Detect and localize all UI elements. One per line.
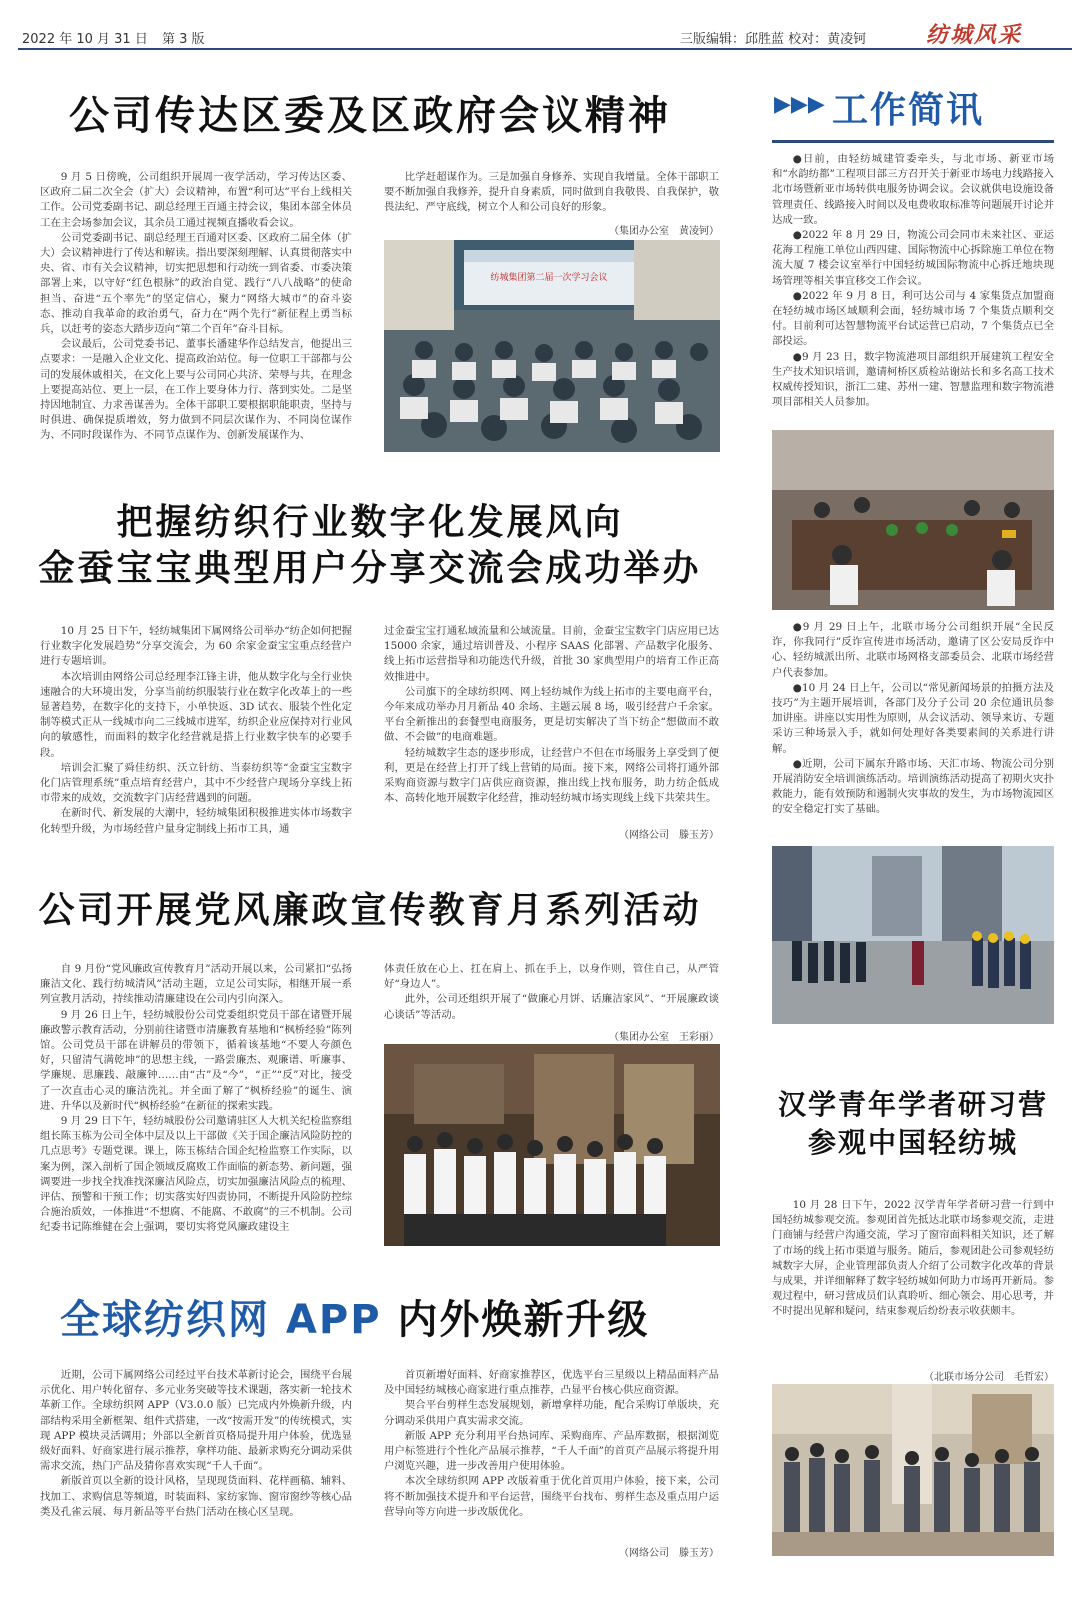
article4-byline: （网络公司 滕玉芳） (619, 1548, 719, 1559)
paragraph: 10 月 25 日下午，轻纺城集团下属网络公司举办“纺企如何把握行业数字化发展趋势”分享交流会，为 60 余家金蚕宝宝重点经营户进行专题培训。 (40, 625, 352, 668)
brief-item: ●近期，公司下属东升路市场、天汇市场、物流公司分别开展消防安全培训演练活动。培训演练活动提高了初期火灾扑救能力，能有效预防和遏制火灾事故的发生，为市场物流园区的安全稳定打实了基础。 (772, 757, 1054, 816)
title-rest: 内外焕新升级 (397, 1297, 650, 1343)
training-photo (772, 430, 1054, 610)
paragraph: 9 月 26 日上午，轻纺城股份公司党委组织党员干部在诸暨开展廉政警示教育活动，分别前往诸暨市清廉教育基地和“枫桥经验”陈列馆。公司党员干部在讲解员的带领下，循着该基地“不要人夸颜色好，只留清气满乾坤”的思想主线，一路尝廉杰、观廉谱、听廉事、学廉规、思廉践、敲廉钟……由“古”及“今”，“正”“反”对比，接受了一次直击心灵的廉洁洗礼。并全面了解了“枫桥经验”的诞生、演进、升华以及新时代“枫桥经验”在新征的探索实践。 (40, 1008, 352, 1112)
sidebar-briefs-1 (772, 152, 1054, 428)
paragraph: 本次培训由网络公司总经理李江锋主讲，他从数字化与全行业快速融合的大环境出发，分享当前纺织服装行业在数字化改革上的一些显著趋势，在数字化的支持下，小单快返、3D 试衣、服装个性化定制等模式正从一线城市向二三线城市进军，纺织企业应保持对行业风向的敏感性，而面料的数字化经营就是搭上行业数字快车的必要手段。 (40, 670, 352, 759)
page-number: 第 3 版 (161, 32, 205, 47)
title-line-1: 汉学青年学者研习营 (777, 1088, 1048, 1121)
editors-credit: 三版编辑：邱胜蓝 校对：黄凌钶 (680, 32, 867, 47)
museum-visit-photo (384, 1044, 720, 1246)
brief-item: ●10 月 24 日上午，公司以“常见新闻场景的拍摄方法及技巧”为主题开展培训，各部门及分子公司 20 余位通讯员参加讲座。讲座以实用性为原则，从会议活动、领导来访、专题采访三种场景入手，就如何处理好各类要素间的关系进行讲解。 (772, 681, 1054, 755)
meeting-photo (384, 240, 720, 452)
banner-text: 纺城集团第二届一次学习会议 (490, 273, 608, 283)
date-text: 2022 年 10 月 31 日 (22, 32, 148, 47)
sidebar-briefs-2 (772, 620, 1054, 844)
article2-title (30, 500, 710, 592)
article1-column-1 (40, 170, 352, 456)
brief-item: ●2022 年 8 月 29 日，物流公司会同市未来社区、亚运花海工程施工单位山西四建、国际物流中心拆除施工单位在物流大厦 7 楼会议室举行中国轻纺城国际物流中心拆迁地块现场管理等相关事宜移交工作会议。 (772, 229, 1054, 287)
sidebar-title: 工作简讯 (832, 90, 985, 131)
paragraph: 契合平台剪样生态发展规划，新增拿样功能，配合采购订单版块，充分调动采供用户真实需求交流。 (384, 1399, 719, 1427)
article3-column-1 (40, 962, 352, 1244)
title-app-name: 全球纺织网 APP (60, 1297, 382, 1343)
paragraph: 此外，公司还组织开展了“做廉心月饼、话廉洁家风”、“开展廉政谈心谈话”等活动。 (384, 993, 719, 1021)
paragraph: 轻纺城数字生态的逐步形成，让经营户不但在市场服务上享受到了便利，更是在经营上打开了线上营销的局面。接下来，网络公司将打通外部采购商资源与数字门店供应商资源，推出线上找布服务，助力纺企低成本、高转化地开展数字化经营，推动轻纺城市场实现线上线下共荣共生。 (384, 746, 719, 805)
title-line-1: 把握纺织行业数字化发展风向 (116, 502, 624, 543)
paragraph: 在新时代、新发展的大潮中，轻纺城集团积极推进实体市场数字化转型升级，为市场经营户量身定制线上拓市工具，通 (40, 807, 352, 835)
paragraph: 比学赶超谋作为。三是加强自身修养、实现自我增量。全体干部职工要不断加强自我修养，提升自身素质，同时做到自我敬畏、自我保护，敬畏法纪、严守底线，树立个人和公司良好的形象。 (384, 171, 719, 214)
paragraph: 公司党委副书记、副总经理王百通对区委、区政府二届全体（扩大）会议精神进行了传达和解读。指出要深刻理解、认真贯彻落实中央、省、市有关会议精神，切实把思想和行动统一到省委、市委决策部署上来，以守好“红色根脉”的政治自觉、践行“八八战略”的使命担当、奋进“五个率先”的坚定信心，聚力“网络大城市”的奋斗姿态、推动自我革命的政治勇气，奋力在“两个先行”新征程上勇当标兵，以赶考的姿态大踏步迈向“第二个百年”奋斗目标。 (40, 231, 352, 336)
issue-date (22, 28, 205, 47)
article2-column-2 (384, 624, 719, 824)
article1-title: 公司传达区委及区政府会议精神 (69, 93, 671, 139)
article3-column-2 (384, 962, 719, 1026)
header-rule (18, 48, 1072, 50)
paragraph: 新版 APP 充分利用平台热词库、采购商库、产品库数据，根据浏览用户标签进行个性化产品展示推荐，“千人千面”的首页产品展示将提升用户浏览兴趣，进一步改善用户使用体验。 (384, 1429, 719, 1473)
article5-byline: （北联市场分公司 毛哲宏） (924, 1372, 1054, 1383)
visit-group-photo (772, 1384, 1054, 1556)
paragraph: 9 月 5 日傍晚，公司组织开展周一夜学活动，学习传达区委、区政府二届二次全会（扩大）会议精神，布置“利可达”平台上线相关工作。公司党委副书记、副总经理王百通主持会议，集团本部全体员工在主会场参加会议，其余员工通过视频直播收看会议。 (40, 171, 352, 229)
article3-byline: （集团办公室 王彩丽） (609, 1032, 719, 1043)
paragraph: 10 月 28 日下午，2022 汉学青年学者研习营一行到中国轻纺城参观交流。参观团首先抵达北联市场参观交流，走进门商铺与经营户沟通交流，学习了窗帘面料相关知识，还了解了市场的线上拓市渠道与服务。随后，参观团赴公司参观轻纺城数字大屏，企业管理部负责人介绍了公司数字化改革的背景与成果，并详细解释了数字轻纺城如何助力市场再开新局。参观过程中，研习营成员们认真聆听、细心领会、用心思考，并不时提出见解和疑问，结束参观后纷纷表示收获颇丰。 (772, 1199, 1054, 1318)
paragraph: 首页新增好面料、好商家推荐区，优选平台三星级以上精品面料产品及中国轻纺城核心商家进行重点推荐，凸显平台核心供应商资源。 (384, 1369, 719, 1397)
fire-drill-photo (772, 846, 1054, 1024)
brief-item: ●9 月 23 日，数字物流港项目部组织开展建筑工程安全生产技术知识培训，邀请柯桥区质检站谢站长和多名高工技术权威传授知识，浙江二建、苏州一建、智慧监理和数字物流港项目部相关人员参加。 (772, 350, 1054, 409)
paragraph: 自 9 月份“党风廉政宣传教育月”活动开展以来，公司紧扣“弘扬廉洁文化、践行纺城清风”活动主题，立足公司实际，相继开展一系列宣教月活动，持续推动清廉建设在公司内引向深入。 (40, 963, 352, 1006)
paragraph: 9 月 29 日下午，轻纺城股份公司邀请驻区人大机关纪检监察组组长陈玉栋为公司全体中层及以上干部做《关于国企廉洁风险防控的几点思考》专题党课。课上，陈玉栋结合国企纪检监察工作实际，以案为例，深入剖析了国企领域反腐败工作面临的新态势、新问题，强调要进一步找全找准找深廉洁风险点，切实加强廉洁风险点的梳理、评估、预警和干预工作；切实落实好四责协同，不断提升风险防控综合施治质效，一体推进“不想腐、不能腐、不敢腐”的三不机制。公司纪委书记陈维健在会上强调，要切实将党风廉政建设主 (40, 1115, 352, 1234)
article4-title (60, 1288, 720, 1345)
paragraph: 会议最后，公司党委书记、董事长潘建华作总结发言，他提出三点要求：一是融入企业文化、提高政治站位。每一位职工干部都与公司的发展休戚相关，在文化上要与公司同心共济、荣辱与共，在理念上要提高站位、更上一层，在工作上要身体力行、落到实处。二是坚持因地制宜、力求善谋善为。全体干部职工要根据职能职责，坚持与时俱进、确保提质增效，努力做到不同层次谋作为、不同岗位谋作为、不同时段谋作为、不同节点谋作为、创新发展谋作为、 (40, 338, 352, 442)
sidebar-rule (772, 140, 1054, 143)
article4-column-1 (40, 1368, 352, 1590)
brief-item: ●9 月 29 日上午，北联市场分公司组织开展“全民反诈，你我同行”反诈宣传进市场活动，邀请了区公安局反诈中心、轻纺城派出所、北联市场网格支部委员会、北联市场经营户代表参加。 (772, 621, 1054, 679)
triple-arrow-icon: ▶▶▶ (774, 92, 825, 117)
article1-byline: （集团办公室 黄凌钶） (609, 226, 719, 237)
paragraph: 公司旗下的全球纺织网、网上轻纺城作为线上拓市的主要电商平台，今年来成功举办月月新品 40 余场、主题云展 8 场，吸引经营户千余家。平台全新推出的套餐型电商服务，更是切实解决了当下纺企“想做而不敢做、不会做”的电商难题。 (384, 685, 719, 744)
paragraph: 过金蚕宝宝打通私域流量和公域流量。目前，金蚕宝宝数字门店应用已达 15000 余家，通过培训普及、小程序 SAAS 化部署、产品数字化服务、线上拓市运营指导和功能迭代升级，首批 30 家典型用户的培育工作正高效推进中。 (384, 625, 719, 683)
article1-column-2 (384, 170, 719, 218)
article2-byline: （网络公司 滕玉芳） (619, 830, 719, 841)
paragraph: 体责任放在心上、扛在肩上、抓在手上，以身作则，管住自己，从严管好“身边人”。 (384, 963, 719, 991)
title-line-2: 参观中国轻纺城 (807, 1126, 1018, 1159)
article5-title (772, 1086, 1054, 1162)
brief-item: ●2022 年 9 月 8 日，利可达公司与 4 家集货点加盟商在轻纺城市场区域顺利会面，轻纺城市场 7 个集货点顺利交付。目前利可达智慧物流平台试运营已启动，7 个集货点已全部投运。 (772, 289, 1054, 348)
title-line-2: 金蚕宝宝典型用户分享交流会成功举办 (38, 548, 702, 589)
article3-title: 公司开展党风廉政宣传教育月系列活动 (38, 890, 702, 931)
paragraph: 新版首页以全新的设计风格，呈现现货面料、花样画稿、辅料、找加工、求购信息等频道，时装面料、家纺家饰、窗帘窗纱等核心品类及孔雀云展、每月新品等平台热门活动在核心区呈现。 (40, 1475, 352, 1518)
masthead-logo: 纺城风采 (926, 22, 1023, 48)
paragraph: 本次全球纺织网 APP 改版着重于优化首页用户体验，接下来，公司将不断加强技术提升和平台运营，围绕平台找布、剪样生态及重点用户运营导向等方向进一步改版优化。 (384, 1475, 719, 1518)
paragraph: 近期，公司下属网络公司经过平台技术革新讨论会，围绕平台展示优化、用户转化留存、多元业务突破等技术课题，落实新一轮技术革新工作。全球纺织网 APP（V3.0.0 版）已完成内外焕新升级，内部结构采用全新框架、组件式搭建，一改“按需开发”的传统模式，实现 APP 模块灵活调用；外部以全新首页格局提升用户体验，优选显级好面料、好商家进行展示推荐，拿样功能、最新求购充分调动采供需求交流，热门产品及猜你喜欢实现“千人千面”。 (40, 1369, 352, 1473)
paragraph: 培训会汇聚了舜佳纺织、沃立针纺、当泰纺织等“金蚕宝宝数字化门店管理系统”重点培育经营户，其中不少经营户现场分享线上拓市带来的成效，交流数字门店经营遇到的问题。 (40, 761, 352, 805)
article5-column (772, 1198, 1054, 1364)
article4-column-2 (384, 1368, 719, 1540)
article2-column-1 (40, 624, 352, 842)
brief-item: ●日前，由轻纺城建管委牵头，与北市场、新亚市场和“水韵纺都”工程项目部三方召开关于新亚市场电力线路接入北市场暨新亚市场转供电服务协调会议。会议就供电设施设备管理责任、线路接入时间以及电费收取标准等问题展开讨论并达成一致。 (772, 153, 1054, 226)
